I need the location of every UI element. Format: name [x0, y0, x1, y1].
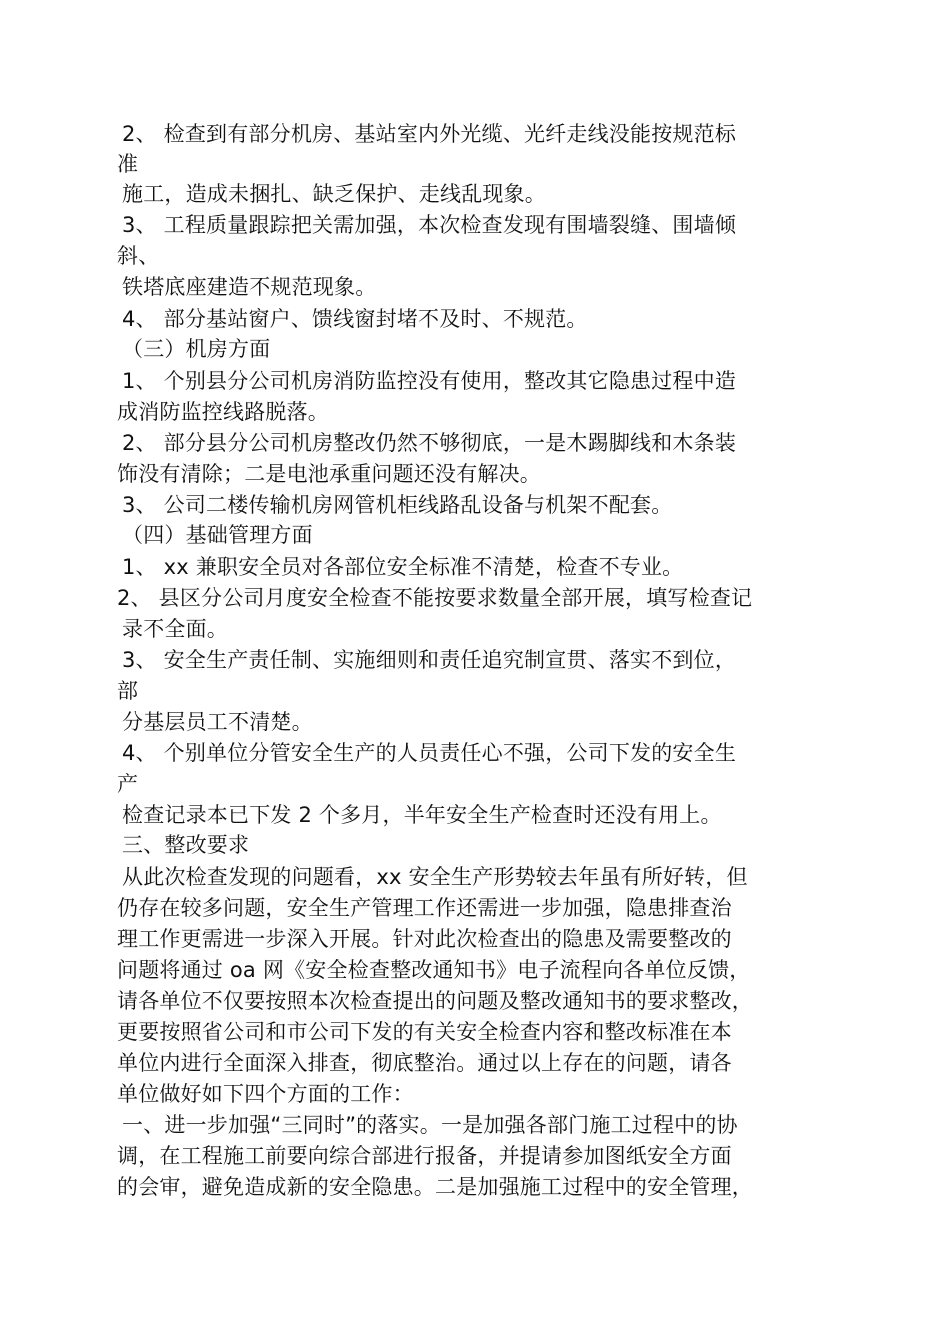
- text-line: 准: [117, 152, 139, 176]
- text-line: 的会审，避免造成新的安全隐患。二是加强施工过程中的安全管理，: [117, 1175, 753, 1199]
- text-line: 部: [117, 679, 139, 703]
- text-line: 3、 公司二楼传输机房网管机柜线路乱设备与机架不配套。: [122, 493, 673, 517]
- text-line: 4、 部分基站窗户、馈线窗封堵不及时、不规范。: [122, 307, 588, 331]
- text-line: 3、 安全生产责任制、实施细则和责任追究制宣贯、落实不到位，: [122, 648, 737, 672]
- text-line: 单位内进行全面深入排查，彻底整治。通过以上存在的问题，请各: [117, 1051, 732, 1075]
- section-heading: （四）基础管理方面: [122, 523, 313, 547]
- text-line: 1、 xx 兼职安全员对各部位安全标准不清楚，检查不专业。: [122, 555, 684, 579]
- text-line: 从此次检查发现的问题看，xx 安全生产形势较去年虽有所好转，但: [122, 865, 748, 889]
- text-line: 问题将通过 oa 网《安全检查整改通知书》电子流程向各单位反馈，: [117, 958, 751, 982]
- text-line: 检查记录本已下发 2 个多月，半年安全生产检查时还没有用上。: [122, 803, 722, 827]
- text-line: 录不全面。: [122, 617, 228, 641]
- text-line: 理工作更需进一步深入开展。针对此次检查出的隐患及需要整改的: [117, 927, 732, 951]
- text-line: 成消防监控线路脱落。: [117, 400, 329, 424]
- text-line: 仍存在较多问题，安全生产管理工作还需进一步加强，隐患排查治: [117, 896, 732, 920]
- text-line: 2、 县区分公司月度安全检查不能按要求数量全部开展，填写检查记: [117, 586, 753, 610]
- text-line: 2、 检查到有部分机房、基站室内外光缆、光纤走线没能按规范标: [122, 122, 737, 146]
- text-line: 斜、: [117, 244, 160, 268]
- text-line: 1、 个别县分公司机房消防监控没有使用，整改其它隐患过程中造: [122, 369, 737, 393]
- section-heading: （三）机房方面: [122, 337, 271, 361]
- text-line: 分基层员工不清楚。: [122, 710, 313, 734]
- text-line: 产: [117, 772, 139, 796]
- text-line: 4、 个别单位分管安全生产的人员责任心不强，公司下发的安全生: [122, 741, 737, 765]
- text-line: 单位做好如下四个方面的工作：: [117, 1082, 414, 1106]
- text-line: 更要按照省公司和市公司下发的有关安全检查内容和整改标准在本: [117, 1020, 732, 1044]
- text-line: 一、进一步加强“三同时”的落实。一是加强各部门施工过程中的协: [122, 1113, 738, 1137]
- text-line: 调，在工程施工前要向综合部进行报备，并提请参加图纸安全方面: [117, 1144, 732, 1168]
- text-line: 施工，造成未捆扎、缺乏保护、走线乱现象。: [122, 182, 546, 206]
- text-line: 饰没有清除；二是电池承重问题还没有解决。: [117, 462, 541, 486]
- text-line: 铁塔底座建造不规范现象。: [122, 275, 377, 299]
- text-line: 请各单位不仅要按照本次检查提出的问题及整改通知书的要求整改，: [117, 989, 753, 1013]
- text-line: 2、 部分县分公司机房整改仍然不够彻底，一是木踢脚线和木条装: [122, 431, 737, 455]
- text-line: 3、 工程质量跟踪把关需加强，本次检查发现有围墙裂缝、围墙倾: [122, 213, 737, 237]
- section-heading: 三、整改要求: [122, 833, 250, 857]
